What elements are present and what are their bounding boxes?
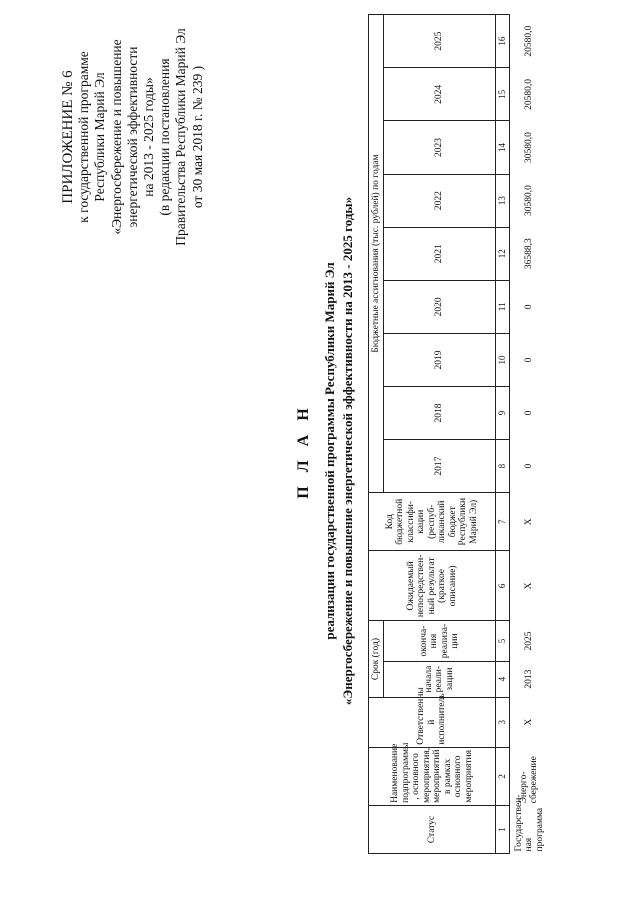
appendix-line: «Энергосбережение и повышение xyxy=(108,39,124,235)
column-number: 15 xyxy=(496,68,510,121)
appendix-line: к государственной программе xyxy=(76,51,92,223)
header-year: 2018 xyxy=(384,386,496,439)
header-responsible: Ответственны й исполнитель xyxy=(369,697,496,747)
row-value: 30580,0 xyxy=(524,185,534,217)
column-number: 4 xyxy=(496,661,510,697)
header-year: 2025 xyxy=(384,15,496,68)
row-value: 0 xyxy=(524,463,534,469)
row-start: 2013 xyxy=(524,669,534,689)
column-number: 5 xyxy=(496,621,510,661)
appendix-line: энергетической эффективности xyxy=(124,46,140,228)
header-code: Код бюджетной классифи-кации (респуб-ликанский бюджет Республики Марий Эл) xyxy=(369,493,496,551)
header-expected: Ожидаемый непосредствен-ный результат (краткое описание) xyxy=(369,551,496,621)
row-status: Государствен-ная программа xyxy=(513,794,545,852)
column-number: 8 xyxy=(496,440,510,493)
header-year: 2019 xyxy=(384,333,496,386)
column-number: 14 xyxy=(496,121,510,174)
column-number: 3 xyxy=(496,697,510,747)
header-year: 2022 xyxy=(384,174,496,227)
column-number: 16 xyxy=(496,15,510,68)
column-number: 11 xyxy=(496,280,510,333)
column-number: 7 xyxy=(496,493,510,551)
row-end: 2025 xyxy=(524,631,534,651)
column-number: 6 xyxy=(496,551,510,621)
appendix-line: ПРИЛОЖЕНИЕ № 6 xyxy=(60,70,76,204)
column-number: 13 xyxy=(496,174,510,227)
appendix-line: от 30 мая 2018 г. № 239 ) xyxy=(189,65,205,209)
plan-subtitle-program: «Энергосбережение и повышение энергетической эффективности на 2013 - 2025 годы» xyxy=(340,196,355,706)
header-year: 2024 xyxy=(384,68,496,121)
row-value: 0 xyxy=(524,410,534,416)
row-name: Энерго-сбережение xyxy=(518,756,540,804)
row-expected: Х xyxy=(524,582,534,590)
column-number: 2 xyxy=(496,747,510,805)
plan-title: П Л А Н xyxy=(295,403,312,499)
row-value: 36588,3 xyxy=(524,238,534,270)
header-year: 2017 xyxy=(384,440,496,493)
row-value: 0 xyxy=(524,357,534,363)
header-term: Срок (год) xyxy=(369,621,384,697)
plan-subtitle: реализации государственной программы Республики Марий Эл xyxy=(322,262,337,640)
appendix-line: на 2013 - 2025 годы» xyxy=(141,77,157,197)
column-number-row xyxy=(496,15,510,854)
table-row xyxy=(509,15,546,854)
header-budget: Бюджетные ассигнования (тыс. рублей) по годам xyxy=(369,15,384,493)
appendix-block xyxy=(60,12,206,262)
row-value: 30580,0 xyxy=(524,132,534,163)
appendix-line: Правительства Республики Марий Эл xyxy=(173,28,189,246)
header-name: Наименование подпрограммы , основного мероприятия, мероприятий в рамках основного мероприятия xyxy=(369,747,496,805)
column-number: 9 xyxy=(496,386,510,439)
header-term-end: оконча-ния реализа-ции xyxy=(384,621,496,661)
header-status: Статус xyxy=(369,805,496,853)
plan-table xyxy=(368,14,546,854)
column-number: 10 xyxy=(496,333,510,386)
column-number: 12 xyxy=(496,227,510,280)
row-code: Х xyxy=(524,518,534,526)
row-value: 20580,0 xyxy=(524,25,534,57)
header-year: 2020 xyxy=(384,280,496,333)
row-value: 20580,0 xyxy=(524,78,534,110)
appendix-line: (в редакции постановления xyxy=(157,58,173,216)
row-value: 0 xyxy=(524,304,534,310)
row-responsible: Х xyxy=(524,718,534,726)
header-year: 2023 xyxy=(384,121,496,174)
appendix-line: Республики Марий Эл xyxy=(92,72,108,202)
header-term-start: начала реали-зации xyxy=(384,661,496,697)
column-number: 1 xyxy=(496,805,510,853)
header-year: 2021 xyxy=(384,227,496,280)
